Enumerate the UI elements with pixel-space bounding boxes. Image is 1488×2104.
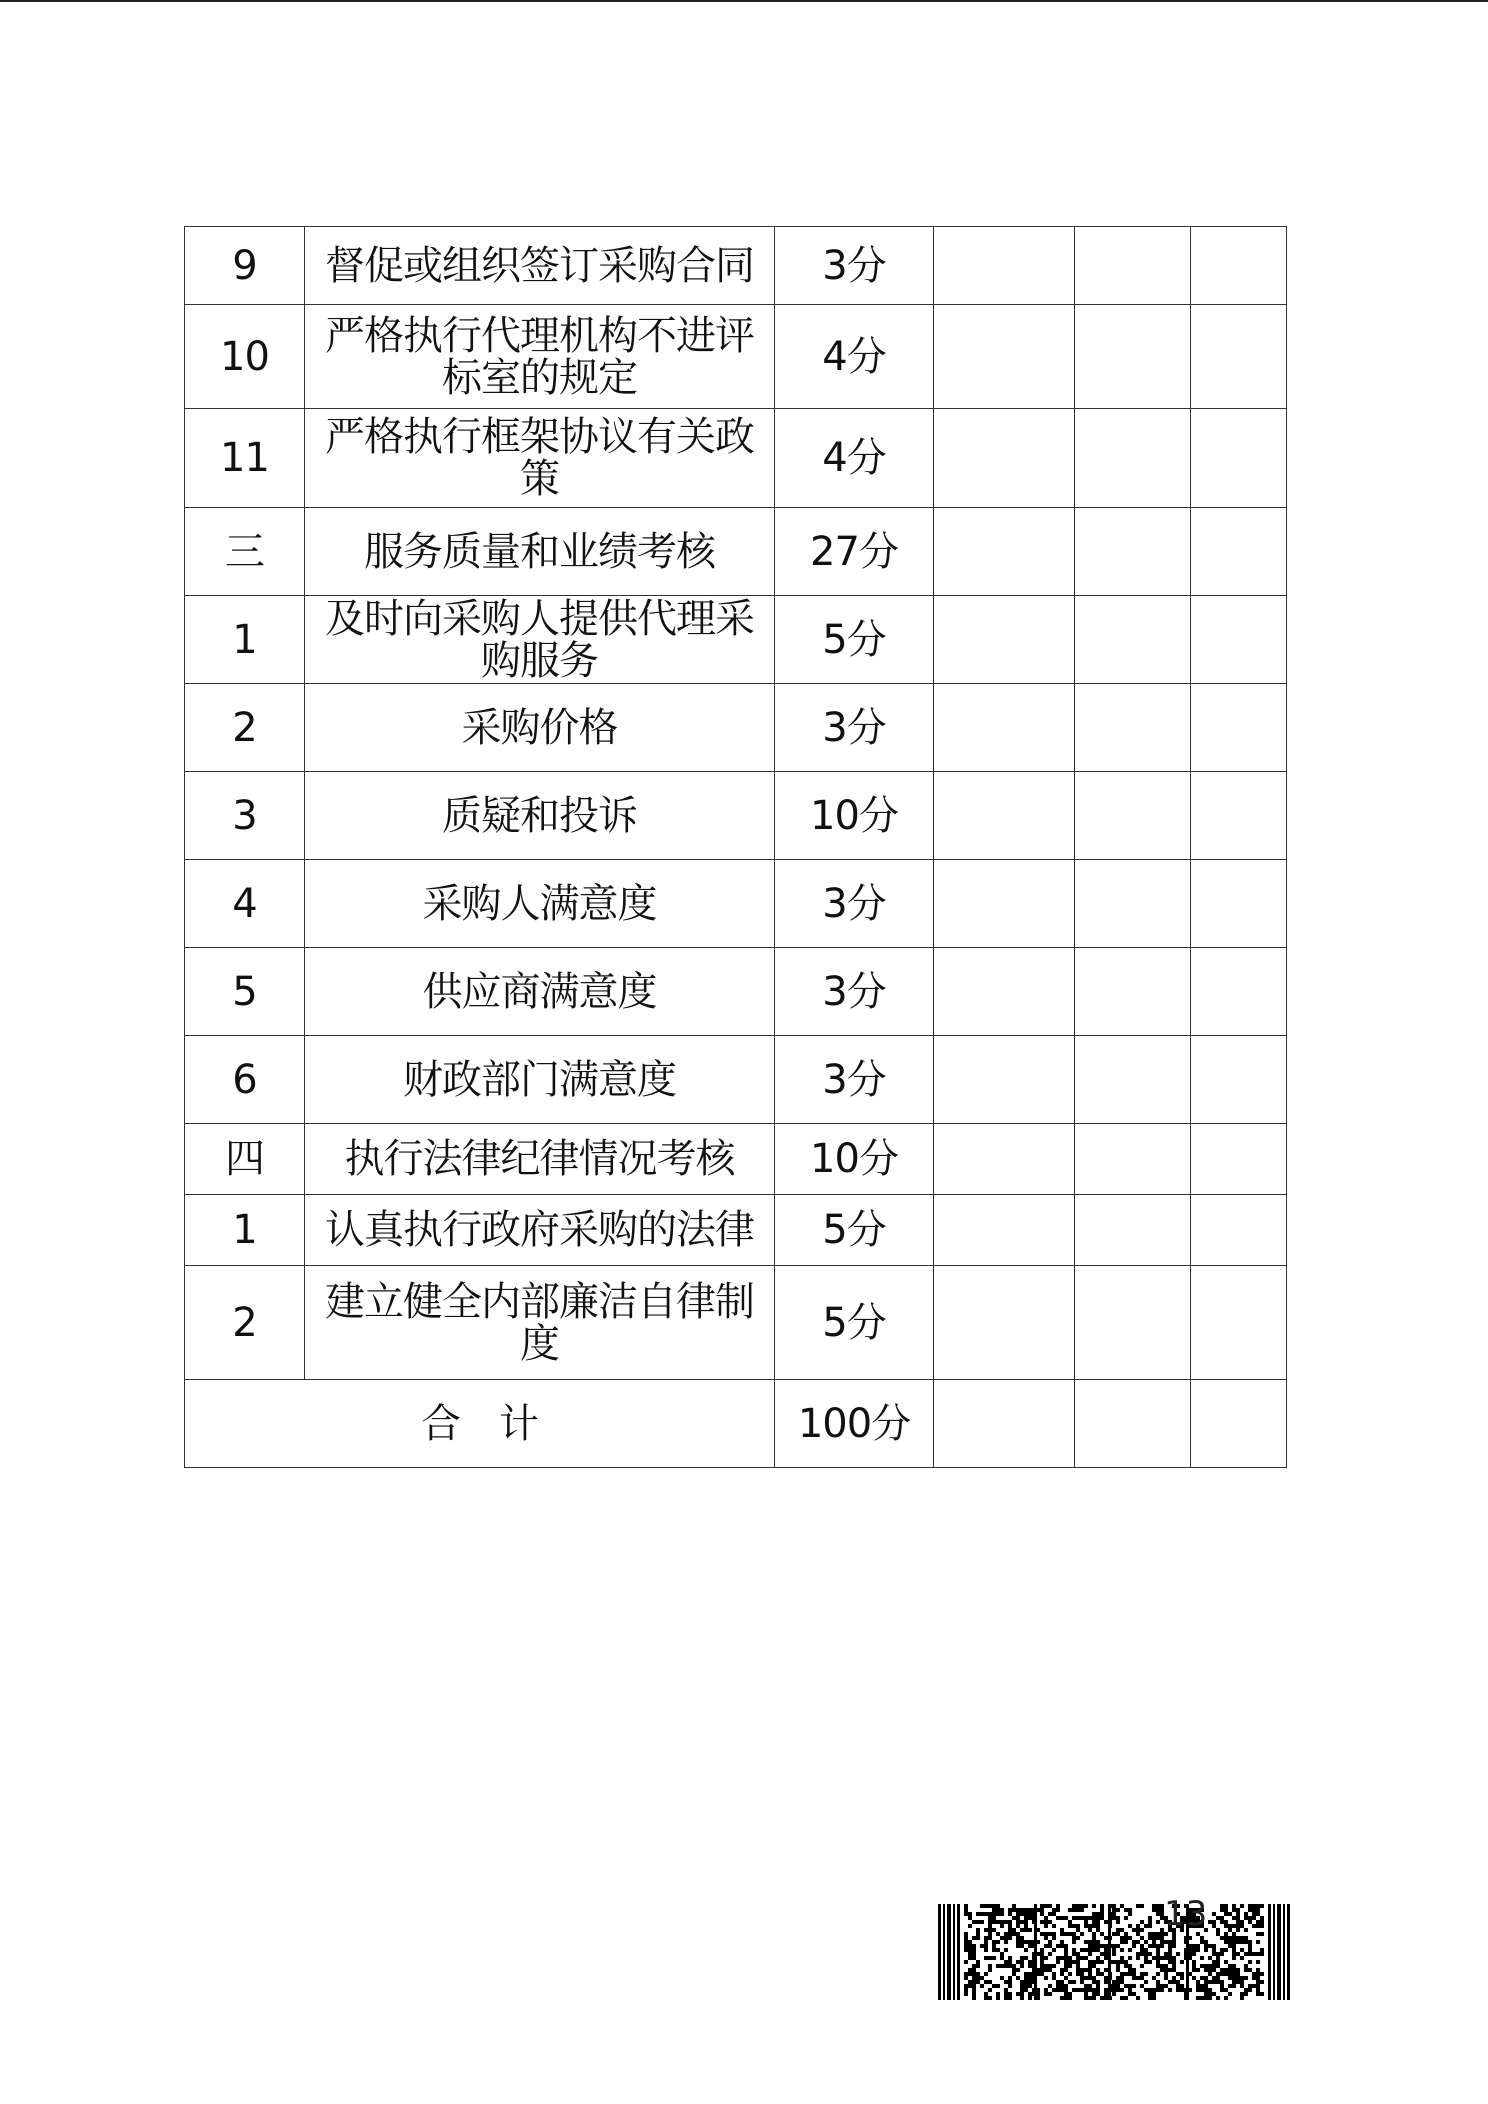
blank-cell <box>1075 1195 1191 1266</box>
table-row <box>185 1195 1287 1266</box>
row-item: 认真执行政府采购的法律 <box>305 1195 775 1266</box>
table-row <box>185 948 1287 1036</box>
blank-cell <box>1191 227 1287 305</box>
blank-cell <box>1191 409 1287 508</box>
blank-cell <box>934 1380 1075 1468</box>
blank-cell <box>1075 1380 1191 1468</box>
table-row <box>185 409 1287 508</box>
blank-cell <box>1191 596 1287 684</box>
blank-cell <box>1075 409 1191 508</box>
table-row <box>185 860 1287 948</box>
blank-cell <box>1075 1124 1191 1195</box>
row-item: 供应商满意度 <box>305 948 775 1036</box>
row-item: 执行法律纪律情况考核 <box>305 1124 775 1195</box>
blank-cell <box>1075 1266 1191 1380</box>
blank-cell <box>934 409 1075 508</box>
blank-cell <box>934 508 1075 596</box>
blank-cell <box>1075 596 1191 684</box>
row-score: 3分 <box>775 684 934 772</box>
row-item: 质疑和投诉 <box>305 772 775 860</box>
blank-cell <box>1191 508 1287 596</box>
row-score: 10分 <box>775 772 934 860</box>
row-score: 3分 <box>775 860 934 948</box>
total-row <box>185 1380 1287 1468</box>
row-score: 5分 <box>775 596 934 684</box>
blank-cell <box>1191 860 1287 948</box>
blank-cell <box>1075 860 1191 948</box>
page-number: 13 <box>1164 1894 1208 1934</box>
blank-cell <box>934 1266 1075 1380</box>
row-number: 2 <box>185 1266 305 1380</box>
blank-cell <box>1075 508 1191 596</box>
top-rule <box>0 0 1488 2</box>
blank-cell <box>1075 1036 1191 1124</box>
row-number: 2 <box>185 684 305 772</box>
row-number: 1 <box>185 596 305 684</box>
row-score: 3分 <box>775 227 934 305</box>
table-row <box>185 684 1287 772</box>
blank-cell <box>1191 948 1287 1036</box>
row-item: 采购人满意度 <box>305 860 775 948</box>
blank-cell <box>1191 684 1287 772</box>
table-row <box>185 1266 1287 1380</box>
row-score: 10分 <box>775 1124 934 1195</box>
row-score: 4分 <box>775 409 934 508</box>
row-number: 4 <box>185 860 305 948</box>
blank-cell <box>934 684 1075 772</box>
row-score: 27分 <box>775 508 934 596</box>
blank-cell <box>1075 305 1191 409</box>
row-number: 3 <box>185 772 305 860</box>
blank-cell <box>1191 1266 1287 1380</box>
row-number: 5 <box>185 948 305 1036</box>
blank-cell <box>1191 1036 1287 1124</box>
blank-cell <box>1191 1380 1287 1468</box>
blank-cell <box>1075 772 1191 860</box>
row-item: 督促或组织签订采购合同 <box>305 227 775 305</box>
row-item: 严格执行代理机构不进评标室的规定 <box>305 305 775 409</box>
blank-cell <box>934 1036 1075 1124</box>
row-item: 严格执行框架协议有关政策 <box>305 409 775 508</box>
table-row <box>185 305 1287 409</box>
score-table <box>184 226 1287 1468</box>
row-number: 四 <box>185 1124 305 1195</box>
blank-cell <box>934 772 1075 860</box>
row-item: 财政部门满意度 <box>305 1036 775 1124</box>
row-score: 3分 <box>775 1036 934 1124</box>
row-number: 10 <box>185 305 305 409</box>
blank-cell <box>934 1195 1075 1266</box>
blank-cell <box>1191 1195 1287 1266</box>
blank-cell <box>1191 1124 1287 1195</box>
row-number: 1 <box>185 1195 305 1266</box>
row-item: 采购价格 <box>305 684 775 772</box>
blank-cell <box>1075 948 1191 1036</box>
total-label: 合 计 <box>185 1380 775 1468</box>
row-score: 4分 <box>775 305 934 409</box>
table-row <box>185 596 1287 684</box>
blank-cell <box>1191 772 1287 860</box>
row-number: 11 <box>185 409 305 508</box>
barcode-icon <box>938 1904 1290 2000</box>
table-row <box>185 1124 1287 1195</box>
row-item: 建立健全内部廉洁自律制度 <box>305 1266 775 1380</box>
blank-cell <box>934 305 1075 409</box>
table-row <box>185 1036 1287 1124</box>
total-score: 100分 <box>775 1380 934 1468</box>
blank-cell <box>934 596 1075 684</box>
blank-cell <box>934 860 1075 948</box>
row-item: 及时向采购人提供代理采购服务 <box>305 596 775 684</box>
blank-cell <box>1191 305 1287 409</box>
row-score: 5分 <box>775 1266 934 1380</box>
table-row <box>185 772 1287 860</box>
table-row <box>185 227 1287 305</box>
row-score: 5分 <box>775 1195 934 1266</box>
row-number: 三 <box>185 508 305 596</box>
table-row <box>185 508 1287 596</box>
row-number: 9 <box>185 227 305 305</box>
row-item: 服务质量和业绩考核 <box>305 508 775 596</box>
blank-cell <box>1075 227 1191 305</box>
blank-cell <box>934 227 1075 305</box>
blank-cell <box>934 948 1075 1036</box>
row-score: 3分 <box>775 948 934 1036</box>
blank-cell <box>934 1124 1075 1195</box>
row-number: 6 <box>185 1036 305 1124</box>
blank-cell <box>1075 684 1191 772</box>
